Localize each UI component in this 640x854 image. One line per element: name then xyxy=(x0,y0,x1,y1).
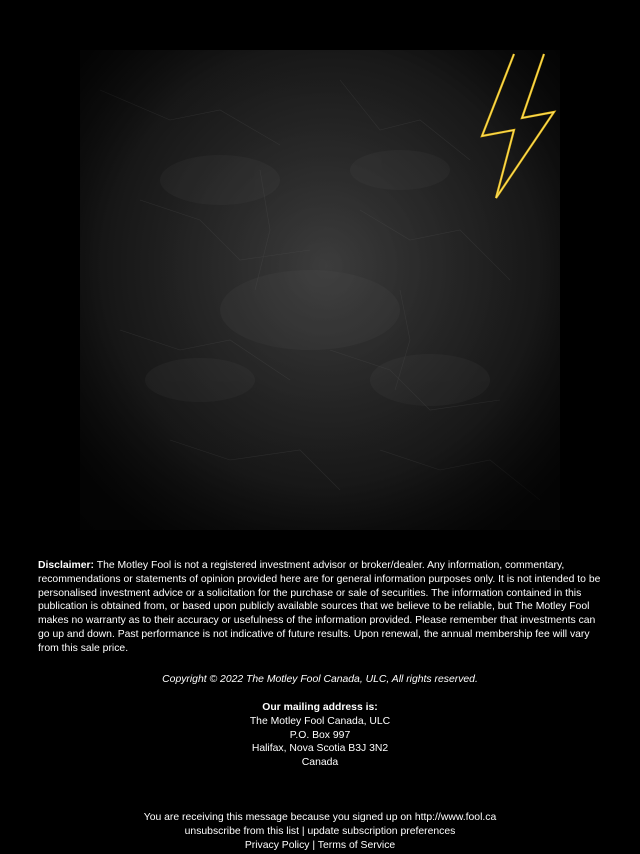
copyright-notice: Copyright © 2022 The Motley Fool Canada, ULC, All rights reserved. xyxy=(162,674,478,685)
unsubscribe-link[interactable]: unsubscribe from this list xyxy=(184,825,299,837)
hero-banner-image xyxy=(80,50,560,530)
terms-of-service-link[interactable]: Terms of Service xyxy=(317,839,396,851)
update-preferences-link[interactable]: update subscription preferences xyxy=(307,825,456,837)
address-line: The Motley Fool Canada, ULC xyxy=(249,715,391,727)
disclaimer-label: Disclaimer: xyxy=(38,560,95,571)
signup-reason: You are receiving this message because you signed up on http://www.fool.ca xyxy=(143,812,497,823)
link-separator: | xyxy=(309,839,318,851)
privacy-policy-link[interactable]: Privacy Policy xyxy=(244,839,310,851)
address-line: P.O. Box 997 xyxy=(289,729,351,741)
disclaimer-body: The Motley Fool is not a registered investment advisor or broker/dealer. Any information, commentary, recommendations or statements of opinion provided here are for general information purposes only. It is not intended to be personalised investment advice or a solicitation for the purchase or sale of securities. The information contained in this publication is obtained from, or based upon publicly available sources that we believe to be reliable, but The Motley Fool makes no warranty as to their accuracy or usefulness of the information provided. Please remember that investments can go up and down. Past performance is not indicative of future results. Upon renewal, the annual membership fee will vary from this sale price. xyxy=(38,560,601,654)
mailing-address xyxy=(0,701,640,770)
legal-links xyxy=(0,839,640,853)
address-line: Halifax, Nova Scotia B3J 3N2 xyxy=(251,743,389,755)
mailing-address-heading: Our mailing address is: xyxy=(262,702,378,713)
link-separator: | xyxy=(298,825,308,837)
email-footer xyxy=(0,811,640,852)
disclaimer-text xyxy=(38,559,604,656)
subscription-links xyxy=(0,825,640,839)
address-line: Canada xyxy=(301,757,339,769)
lightning-bolt-icon xyxy=(480,50,560,200)
